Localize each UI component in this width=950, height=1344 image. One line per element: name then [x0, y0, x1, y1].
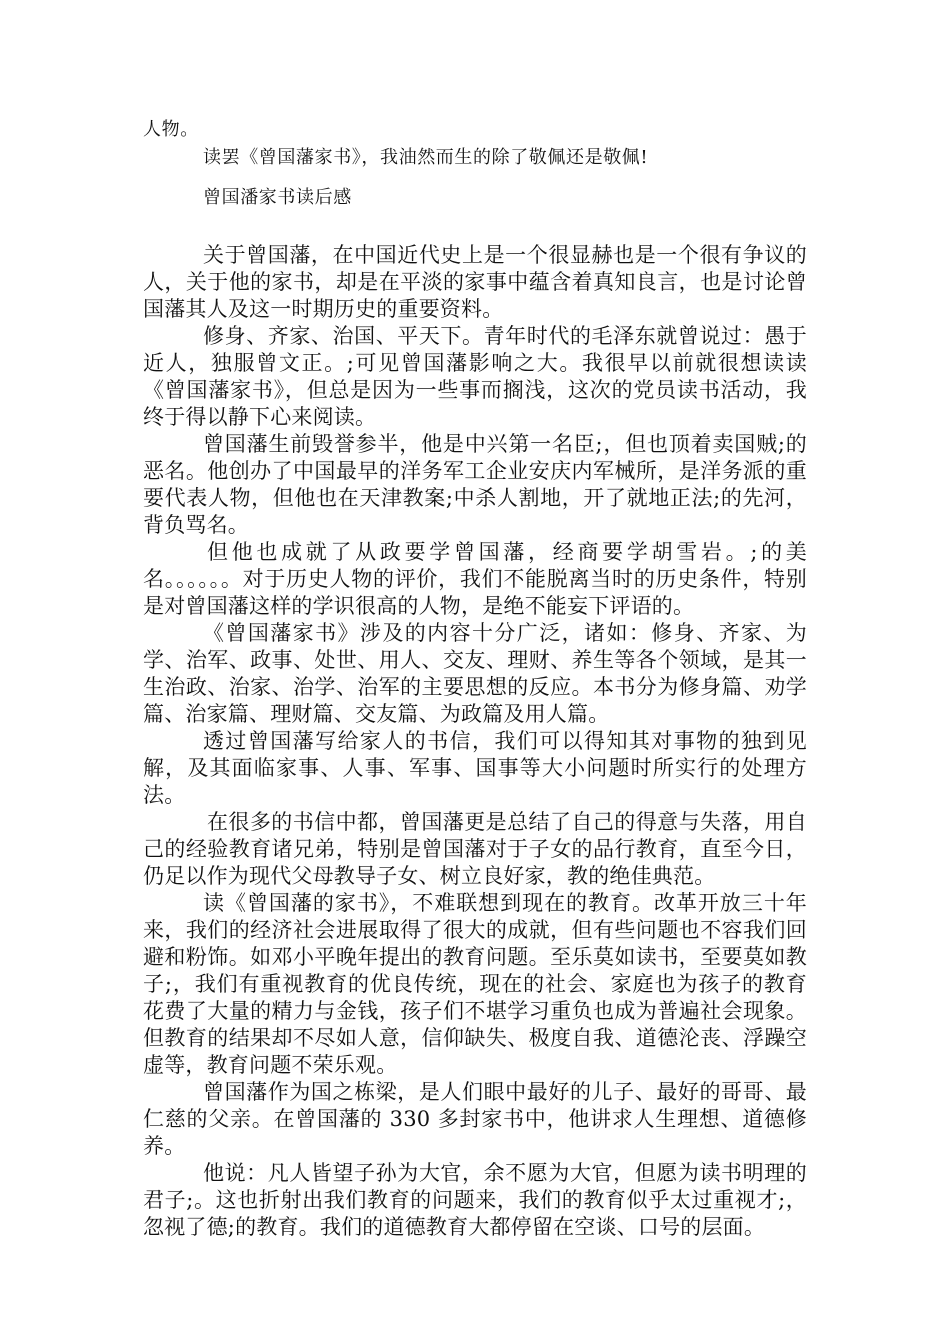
paragraph: 关于曾国藩，在中国近代史上是一个很显赫也是一个很有争议的人，关于他的家书，却是在平淡的家事中蕴含着真知良言，也是讨论曾国藩其人及这一时期历史的重要资料。 — [143, 243, 807, 321]
lead-fragment: 人物。 — [143, 119, 199, 140]
paragraph: 透过曾国藩写给家人的书信，我们可以得知其对事物的独到见解，及其面临家事、人事、军事、国事等大小问题时所实行的处理方法。 — [143, 729, 807, 807]
paragraph: 在很多的书信中都，曾国藩更是总结了自己的得意与失落，用自己的经验教育诸兄弟，特别是曾国藩对于子女的品行教育，直至今日，仍足以作为现代父母教导子女、树立良好家，教的绝佳典范。 — [143, 810, 807, 888]
paragraph: 他说：凡人皆望子孙为大官，余不愿为大官，但愿为读书明理的君子;。这也折射出我们教育的问题来，我们的教育似乎太过重视才;，忽视了德;的教育。我们的道德教育大都停留在空谈、口号的层面。 — [143, 1161, 807, 1239]
paragraph: 《曾国藩家书》涉及的内容十分广泛，诸如：修身、齐家、为学、治军、政事、处世、用人、交友、理财、养生等各个领域，是其一生治政、治家、治学、治军的主要思想的反应。本书分为修身篇、劝学篇、治家篇、理财篇、交友篇、为政篇及用人篇。 — [143, 621, 807, 726]
document-body — [143, 116, 807, 1241]
essay-title: 曾国潘家书读后感 — [203, 187, 352, 208]
lead-closing-sentence: 读罢《曾国藩家书》，我油然而生的除了敬佩还是敬佩! — [203, 147, 649, 168]
paragraph: 但他也成就了从政要学曾国藩，经商要学胡雪岩。;的美名。。。。。。对于历史人物的评价，我们不能脱离当时的历史条件，特别是对曾国藩这样的学识很高的人物，是绝不能妄下评语的。 — [143, 540, 807, 618]
paragraph: 曾国藩生前毁誉参半，他是中兴第一名臣;，但也顶着卖国贼;的恶名。他创办了中国最早的洋务军工企业安庆内军械所，是洋务派的重要代表人物，但他也在天津教案;中杀人割地，开了就地正法;的先河，背负骂名。 — [143, 432, 807, 537]
paragraph: 修身、齐家、治国、平天下。青年时代的毛泽东就曾说过：愚于近人，独服曾文正。;可见曾国藩影响之大。我很早以前就很想读读《曾国藩家书》，但总是因为一些事而搁浅，这次的党员读书活动，我终于得以静下心来阅读。 — [143, 324, 807, 429]
paragraph: 读《曾国藩的家书》，不难联想到现在的教育。改革开放三十年来，我们的经济社会进展取得了很大的成就，但有些问题也不容我们回避和粉饰。如邓小平晚年提出的教育问题。至乐莫如读书，至要莫如教子;，我们有重视教育的优良传统，现在的社会、家庭也为孩子的教育花费了大量的精力与金钱，孩子们不堪学习重负也成为普遍社会现象。但教育的结果却不尽如人意，信仰缺失、极度自我、道德沦丧、浮躁空虚等，教育问题不荣乐观。 — [143, 891, 807, 1077]
paragraph: 曾国藩作为国之栋梁，是人们眼中最好的儿子、最好的哥哥、最仁慈的父亲。在曾国藩的 330 多封家书中，他讲求人生理想、道德修养。 — [143, 1080, 807, 1158]
